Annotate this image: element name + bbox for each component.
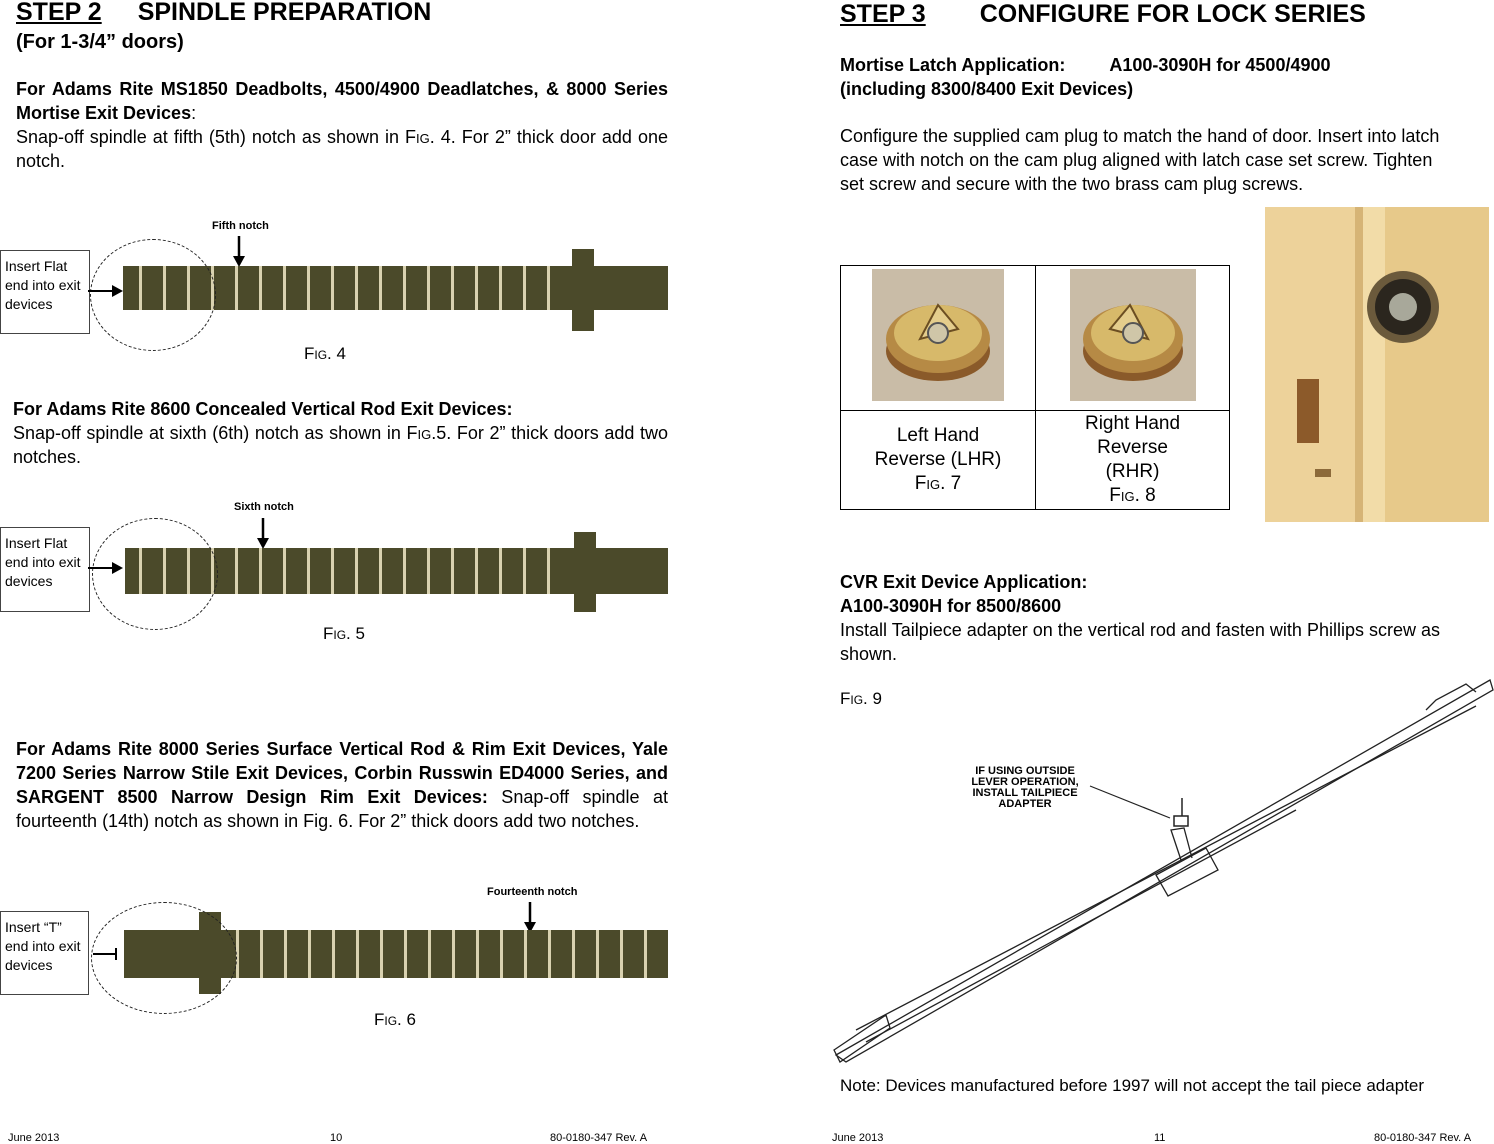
section3-heading: For Adams Rite 8000 Series Surface Vertical Rod & Rim Exit Devices, Yale 7200 Series Narrow Stile Exit Devices, Corbin Russwin ED4000 Series, and SARGENT 8500 Narrow Design Rim Exit Devices:: [16, 739, 668, 807]
step2-subtitle: (For 1-3/4” doors): [16, 31, 184, 53]
mortise-paragraph: Configure the supplied cam plug to match the hand of door. Insert into latch case with notch on the cam plug aligned with latch case set screw. Tighten set screw and secure with the two brass cam plug screws.: [840, 126, 1440, 194]
fig5-spindle-tee: [574, 532, 596, 612]
footnote: Note: Devices manufactured before 1997 will not accept the tail piece adapter: [840, 1076, 1425, 1095]
fig8-label: Right Hand Reverse (RHR): [1084, 413, 1181, 482]
fig6-caption: Fig. 6: [374, 1010, 416, 1029]
fig5-notch-label: Sixth notch: [234, 501, 294, 513]
fig5-callout-arrow: [88, 561, 124, 575]
fig9-caption: Fig. 9: [840, 689, 882, 708]
fig4-caption: Fig. 4: [304, 344, 346, 363]
fig7-label: Left Hand Reverse (LHR): [874, 425, 1002, 470]
fig8-label-cell: [1036, 411, 1230, 510]
section1-heading: For Adams Rite MS1850 Deadbolts, 4500/4900 Deadlatches, & 8000 Series Mortise Exit Devices: [16, 79, 668, 123]
fig6-callout-marker: [93, 947, 121, 961]
section2-paragraph: For Adams Rite 8600 Concealed Vertical Rod Exit Devices: Snap-off spindle at sixth (6th) notch as shown in Fig.5. For 2” thick doors add two notches.: [13, 399, 669, 467]
fig4-notch-label: Fifth notch: [212, 220, 269, 232]
fig9-rod-diagram: [826, 670, 1494, 1065]
fig4-notch-arrow: [232, 236, 246, 268]
step2-title: SPINDLE PREPARATION: [137, 0, 432, 26]
left-footer-doc: 80-0180-347 Rev. A: [550, 1132, 648, 1144]
fig7-label-cell: [841, 411, 1036, 510]
left-footer-date: June 2013: [8, 1132, 60, 1144]
right-footer-page: 11: [1154, 1132, 1166, 1144]
step3-title: CONFIGURE FOR LOCK SERIES: [979, 0, 1366, 28]
step3-heading: [840, 0, 1366, 29]
section3-paragraph: For Adams Rite 8000 Series Surface Vertical Rod & Rim Exit Devices, Yale 7200 Series Narrow Stile Exit Devices, Corbin Russwin ED4000 Series, and SARGENT 8500 Narrow Design Rim Exit Devices: Snap-off spindle at fourteenth (14th) notch as shown in Fig. 6. For 2” thick doors add two notches.: [16, 739, 668, 831]
step3-label: STEP 3: [840, 0, 926, 28]
door-edge-photo: [1265, 207, 1489, 522]
tailpiece-adapter-shape: [1174, 816, 1188, 826]
cam-plug-table: [840, 265, 1230, 510]
fig4-callout: Insert Flat end into exit devices: [0, 250, 90, 334]
fig5-caption: Fig. 5: [323, 624, 365, 643]
section2-heading: For Adams Rite 8600 Concealed Vertical Rod Exit Devices:: [13, 399, 513, 419]
fig7-photo-cell: [841, 266, 1036, 411]
fig8-caption: Fig. 8: [1109, 485, 1156, 506]
fig6-callout: Insert “T” end into exit devices: [0, 911, 89, 995]
right-footer-doc: 80-0180-347 Rev. A: [1374, 1132, 1472, 1144]
lhr-cam-plug-image: [872, 269, 1004, 401]
step2-label: STEP 2: [16, 0, 102, 26]
fig4-callout-arrow: [88, 284, 124, 298]
fig5-notch-arrow: [256, 518, 270, 550]
fig7-caption: Fig. 7: [914, 473, 962, 494]
step2-heading: [16, 0, 431, 27]
left-footer-page: 10: [330, 1132, 343, 1144]
fig5-callout: Insert Flat end into exit devices: [0, 527, 90, 612]
right-footer-date: June 2013: [832, 1132, 884, 1144]
section1-paragraph: For Adams Rite MS1850 Deadbolts, 4500/4900 Deadlatches, & 8000 Series Mortise Exit Devices: Snap-off spindle at fifth (5th) notch as shown in Fig. 4. For 2” thick door add one notch.: [16, 79, 668, 171]
cvr-paragraph: Install Tailpiece adapter on the vertical rod and fasten with Phillips screw as shown.: [840, 620, 1440, 664]
cvr-heading: CVR Exit Device Application: A100-3090H for 8500/8600: [840, 572, 1088, 616]
fig4-spindle-tee: [572, 249, 594, 331]
fig9-callout: IF USING OUTSIDE LEVER OPERATION, INSTALL TAILPIECE ADAPTER: [971, 765, 1079, 810]
fig6-notch-label: Fourteenth notch: [487, 886, 578, 898]
rhr-cam-plug-image: [1070, 269, 1196, 401]
mortise-heading: Mortise Latch Application: A100-3090H for 4500/4900 (including 8300/8400 Exit Devices): [840, 55, 1331, 99]
fig8-photo-cell: [1036, 266, 1230, 411]
